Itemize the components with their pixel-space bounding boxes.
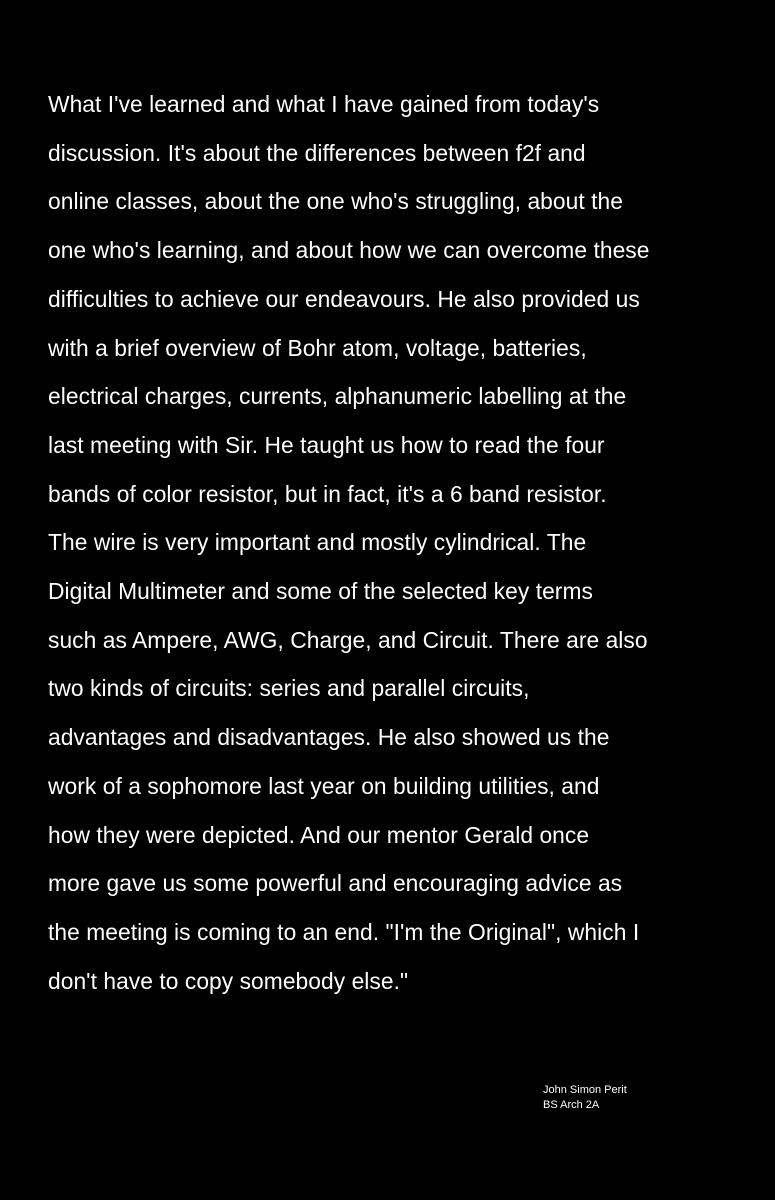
author-signature: [543, 1083, 627, 1113]
author-course: BS Arch 2A: [543, 1099, 600, 1111]
paragraph-line: how they were depicted. And our mentor Gerald once: [48, 821, 590, 848]
paragraph-line: work of a sophomore last year on building utilities, and: [48, 772, 600, 799]
author-name: John Simon Perit: [543, 1084, 627, 1096]
paragraph-line: Digital Multimeter and some of the selected key terms: [48, 578, 593, 605]
paragraph-line: What I've learned and what I have gained from today's: [48, 91, 600, 117]
paragraph-line: discussion. It's about the differences between f2f and: [48, 139, 586, 166]
paragraph-line: such as Ampere, AWG, Charge, and Circuit. There are also: [48, 626, 648, 653]
paragraph-line: one who's learning, and about how we can overcome these: [48, 237, 650, 264]
paragraph-line: online classes, about the one who's struggling, about the: [48, 188, 623, 215]
paragraph-line: two kinds of circuits: series and parallel circuits,: [48, 675, 530, 702]
paragraph-line: last meeting with Sir. He taught us how to read the four: [48, 431, 605, 458]
paragraph-line: more gave us some powerful and encouraging advice as: [48, 870, 623, 897]
reflection-paragraph: [48, 80, 738, 1005]
paragraph-line: difficulties to achieve our endeavours. He also provided us: [48, 285, 640, 312]
paragraph-line: the meeting is coming to an end. "I'm the Original", which I: [48, 918, 640, 945]
paragraph-line: bands of color resistor, but in fact, it's a 6 band resistor.: [48, 480, 607, 507]
paragraph-line: with a brief overview of Bohr atom, voltage, batteries,: [48, 334, 587, 361]
paragraph-line: electrical charges, currents, alphanumeric labelling at the: [48, 383, 627, 410]
paragraph-line: The wire is very important and mostly cylindrical. The: [48, 529, 587, 556]
paragraph-line: don't have to copy somebody else.": [48, 967, 409, 994]
paragraph-line: advantages and disadvantages. He also showed us the: [48, 724, 610, 751]
